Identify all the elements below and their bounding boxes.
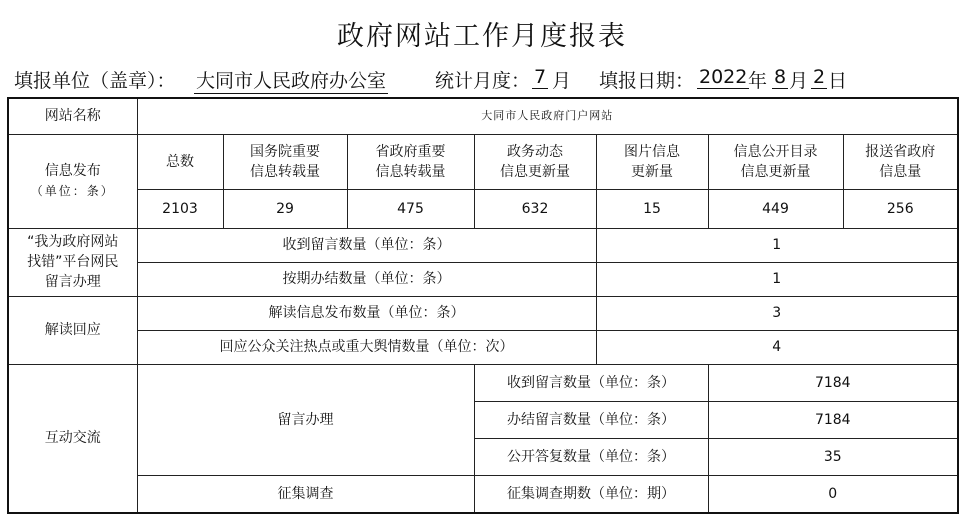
info-value-cell: 632 (474, 189, 596, 228)
report-meta (14, 66, 954, 92)
error-report-section-label (8, 228, 137, 296)
month-value: 7 (534, 66, 547, 88)
date-label: 填报日期： (599, 70, 695, 92)
error-report-row-value: 1 (596, 228, 958, 262)
year-suffix: 年 (748, 70, 768, 92)
message-row-label: 办结留言数量（单位：条） (474, 401, 708, 438)
message-row-value: 7184 (708, 401, 958, 438)
report-month-suffix: 月 (789, 70, 809, 92)
page-title: 政府网站工作月度报表 (337, 21, 627, 52)
month-label: 统计月度： (435, 70, 531, 92)
message-handling-label: 留言办理 (137, 364, 474, 475)
report-table (7, 97, 959, 514)
info-header-cell: 政务动态 信息更新量 (474, 134, 596, 189)
survey-label: 征集调查 (137, 475, 474, 513)
survey-row-value: 0 (708, 475, 958, 513)
report-month: 8 (774, 66, 787, 88)
survey-row-label: 征集调查期数（单位：期） (474, 475, 708, 513)
unit-label: 填报单位（盖章）： (14, 70, 176, 92)
info-value-cell: 29 (223, 189, 347, 228)
info-header-cell: 报送省政府 信息量 (843, 134, 958, 189)
report-day: 2 (813, 66, 826, 88)
info-value-cell: 449 (708, 189, 843, 228)
info-value-cell: 475 (347, 189, 474, 228)
info-header-cell: 总数 (137, 134, 223, 189)
info-section-label (8, 134, 137, 228)
error-report-row (8, 228, 958, 262)
interpret-row (8, 296, 958, 330)
info-values-row (8, 189, 958, 228)
message-row-value: 7184 (708, 364, 958, 401)
info-header-cell: 国务院重要 信息转载量 (223, 134, 347, 189)
message-row-value: 35 (708, 438, 958, 475)
unit-value: 大同市人民政府办公室 (194, 66, 388, 94)
interpret-row-label: 回应公众关注热点或重大舆情数量（单位：次） (137, 330, 596, 364)
info-header-cell: 省政府重要 信息转载量 (347, 134, 474, 189)
site-name-label: 网站名称 (8, 98, 137, 134)
info-header-row (8, 134, 958, 189)
message-row-label: 收到留言数量（单位：条） (474, 364, 708, 401)
interaction-row (8, 364, 958, 401)
report-year: 2022 (699, 66, 748, 88)
interpret-row-label: 解读信息发布数量（单位：条） (137, 296, 596, 330)
info-value-cell: 256 (843, 189, 958, 228)
day-suffix: 日 (828, 70, 848, 92)
error-report-row-label: 收到留言数量（单位：条） (137, 228, 596, 262)
interpret-section-label: 解读回应 (8, 296, 137, 364)
survey-row (8, 475, 958, 513)
error-report-label-line1: “我为政府网站 (27, 234, 119, 250)
info-header-cell: 图片信息 更新量 (596, 134, 708, 189)
info-label-line1: 信息发布 (44, 163, 101, 179)
interpret-row (8, 330, 958, 364)
error-report-row-value: 1 (596, 262, 958, 296)
info-value-cell: 2103 (137, 189, 223, 228)
interaction-section-label: 互动交流 (8, 364, 137, 513)
month-suffix: 月 (552, 70, 572, 92)
message-row-label: 公开答复数量（单位：条） (474, 438, 708, 475)
info-value-cell: 15 (596, 189, 708, 228)
error-report-row (8, 262, 958, 296)
error-report-label-line2: 找错”平台网民 (27, 254, 119, 270)
site-name-row (8, 98, 958, 134)
info-label-line2: （单位：条） (30, 184, 115, 198)
error-report-row-label: 按期办结数量（单位：条） (137, 262, 596, 296)
interpret-row-value: 4 (596, 330, 958, 364)
interpret-row-value: 3 (596, 296, 958, 330)
error-report-label-line3: 留言办理 (44, 274, 101, 290)
site-name-value: 大同市人民政府门户网站 (137, 98, 958, 134)
info-header-cell: 信息公开目录 信息更新量 (708, 134, 843, 189)
